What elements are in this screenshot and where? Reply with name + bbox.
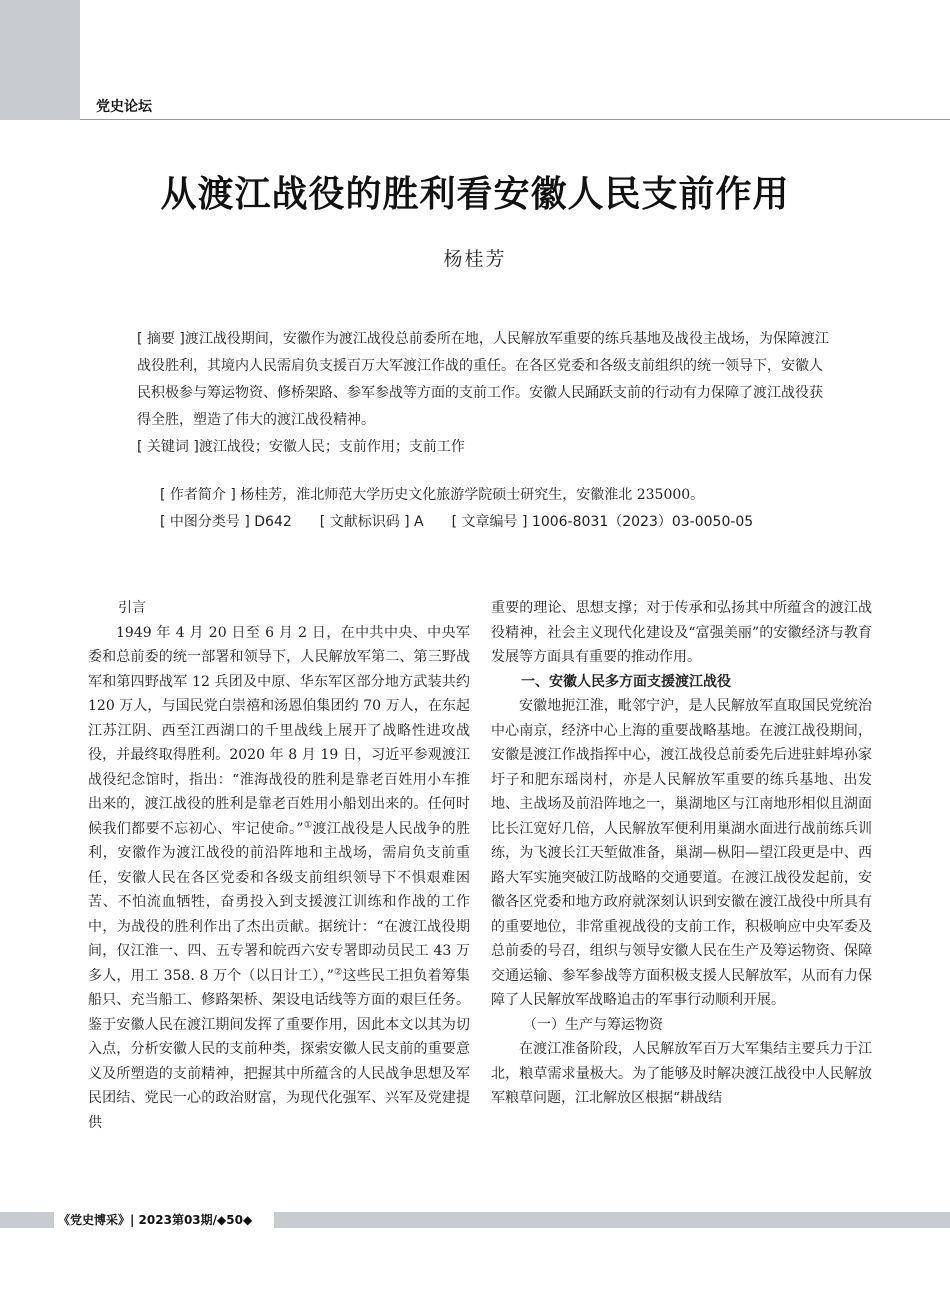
article-author: 杨桂芳 [443, 248, 507, 270]
intro-text-b: 渡江战役是人民战争的胜利，安徽作为渡江战役的前沿阵地和主战场，需肩负支前重任，安徽人民在各区党委和各级支前组织领导下不惧艰难困苦、不怕流血牺牲，奋勇投入到支援渡江训练和作战的工作中，为战役的胜利作出了杰出贡献。据统计：“在渡江战役期间，仅江淮一、四、五专署和皖西六安专署即动员民工 43 万多人，用工 358. 8 万个（以日计工），” [88, 820, 470, 984]
subsection-heading-1: （一）生产与筹运物资 [523, 1016, 663, 1033]
header-divider [80, 119, 950, 120]
abstract [137, 326, 829, 434]
article-number: [ 文章编号 ] 1006-8031（2023）03-0050-05 [451, 514, 754, 530]
keywords-label: [ 关键词 ] [137, 439, 199, 455]
subsection-1-paragraph: 在渡江准备阶段，人民解放军百万大军集结主要兵力于江北，粮草需求量极大。为了能够及时解决渡江战役中人民解放军粮草问题，江北解放区根据“耕战结 [491, 1041, 872, 1106]
section-1-paragraph: 安徽地扼江淮，毗邻宁沪，是人民解放军直取国民党统治中心南京，经济中心上海的重要战略基地。在渡江战役期间，安徽是渡江作战指挥中心，渡江战役总前委先后进驻蚌埠孙家圩子和肥东瑶岗村，亦是人民解放军重要的练兵基地、出发地、主战场及前沿阵地之一，巢湖地区与江南地形相似且湖面比长江宽好几倍，人民解放军便利用巢湖水面进行战前练兵训练，为飞渡长江天堑做准备，巢湖—枞阳—望江段更是中、西路大军实施突破江防战略的交通要道。在渡江战役发起前，安徽各区党委和地方政府就深刻认识到安徽在渡江战役中所具有的重要地位，非常重视战役的支前工作，积极响应中央军委及总前委的号召，组织与领导安徽人民在生产及筹运物资、保障交通运输、参军参战等方面积极支援人民解放军，从而有力保障了人民解放军战略追击的军事行动顺利开展。 [491, 698, 872, 1008]
classification-line [160, 511, 781, 531]
clc-number: [ 中图分类号 ] D642 [160, 514, 292, 530]
article-title: 从渡江战役的胜利看安徽人民支前作用 [160, 173, 790, 215]
right-column [491, 596, 872, 1111]
left-column [88, 596, 470, 1135]
section-label: 党史论坛 [96, 99, 152, 115]
author-bio [160, 484, 704, 504]
document-code: [ 文献标识码 ] A [319, 514, 424, 530]
abstract-label: [ 摘要 ] [137, 331, 185, 347]
author-bio-label: [ 作者简介 ] [160, 487, 236, 503]
section-heading-1: 一、安徽人民多方面支援渡江战役 [521, 673, 731, 690]
intro-text-a: 1949 年 4 月 20 日至 6 月 2 日，在中共中央、中央军委和总前委的统一部署和领导下，人民解放军第二、第三野战军和第四野战军 12 兵团及中原、华东军区部分地方武装共约 120 万人，与国民党白崇禧和汤恩伯集团约 70 万人，在东起江苏江阴、西至江西湖口的千里战线上展开了战略性进攻战役，并最终取得胜利。2020 年 8 月 19 日，习近平参观渡江战役纪念馆时，指出：“淮海战役的胜利是靠老百姓用小车推出来的，渡江战役的胜利是靠老百姓用小船划出来的。任何时候我们都要不忘初心、牢记使命。” [88, 624, 470, 837]
footnote-ref-2: ② [333, 966, 343, 977]
footnote-ref-1: ① [303, 819, 313, 830]
abstract-block [137, 326, 829, 461]
intro-heading: 引言 [118, 600, 146, 616]
abstract-text: 渡江战役期间，安徽作为渡江战役总前委所在地，人民解放军重要的练兵基地及战役主战场，为保障渡江战役胜利，其境内人民需肩负支援百万大军渡江作战的重任。在各区党委和各级支前组织的统一领导下，安徽人民积极参与筹运物资、修桥架路、参军参战等方面的支前工作。安徽人民踊跃支前的行动有力保障了渡江战役获得全胜，塑造了伟大的渡江战役精神。 [137, 331, 829, 428]
intro-paragraph-continued: 重要的理论、思想支撑；对于传承和弘扬其中所蕴含的渡江战役精神，社会主义现代化建设及“富强美丽”的安徽经济与教育发展等方面具有重要的推动作用。 [491, 600, 872, 665]
footer-journal-info: 《党史博采》| 2023第03期/◆50◆ [58, 1213, 253, 1227]
header-color-block [0, 0, 80, 120]
keywords-text: 渡江战役；安徽人民；支前作用；支前工作 [198, 439, 465, 455]
intro-text-c: 这些民工担负着筹集船只、充当船工、修路架桥、架设电话线等方面的艰巨任务。鉴于安徽人民在渡江期间发挥了重要作用，因此本文以其为切入点，分析安徽人民的支前种类，探索安徽人民支前的重要意义及所塑造的支前精神，把握其中所蕴含的人民战争思想及军民团结、党民一心的政治财富，为现代化强军、兴军及党建提供 [88, 967, 471, 1131]
author-bio-text: 杨桂芳，淮北师范大学历史文化旅游学院硕士研究生，安徽淮北 235000。 [240, 487, 705, 503]
intro-paragraph [88, 621, 470, 1136]
keywords [137, 434, 829, 461]
